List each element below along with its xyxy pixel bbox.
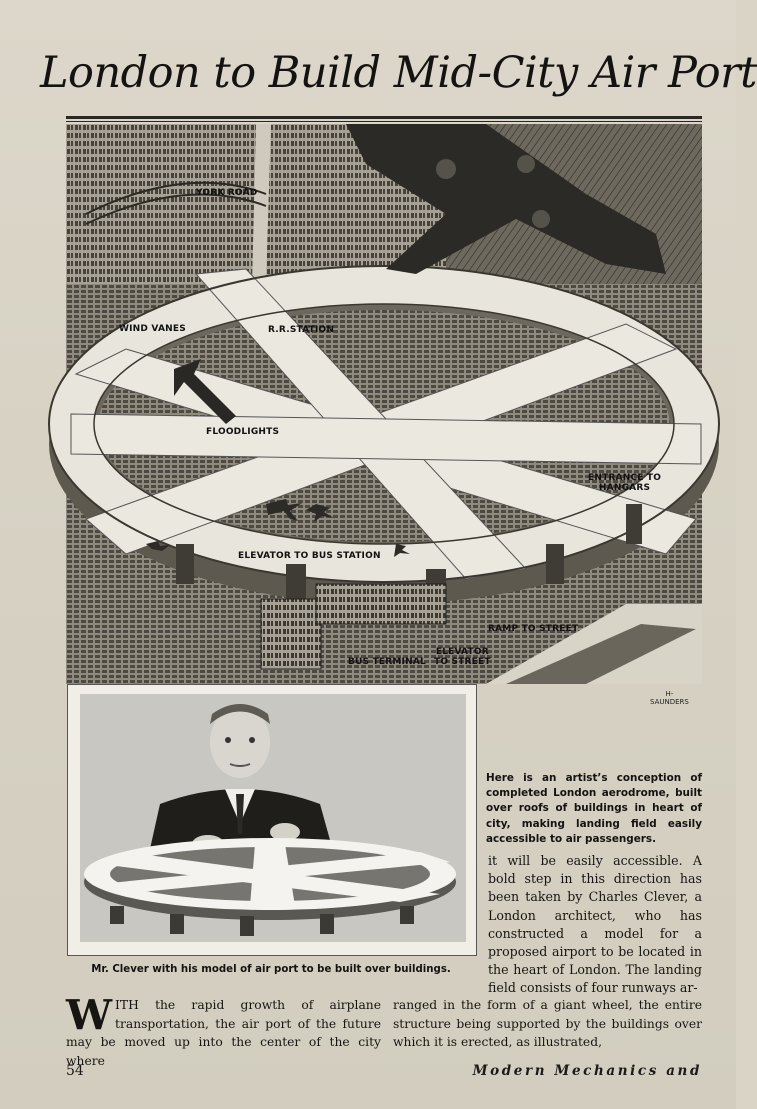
label-york-road: YORK ROAD — [196, 188, 258, 198]
signature-line2: SAUNDERS — [650, 698, 689, 706]
illustrator-signature — [650, 690, 689, 706]
model-photo-drawing — [80, 694, 466, 942]
label-elevator-to-street — [434, 647, 491, 667]
label-entrance-to-hangars — [588, 473, 661, 493]
label-floodlights: FLOODLIGHTS — [206, 427, 280, 437]
label-elevator-line2: TO STREET — [434, 657, 491, 667]
article-left-paragraph — [66, 991, 381, 1070]
model-photo — [80, 694, 466, 942]
label-bus-terminal: BUS TERMINAL — [348, 657, 426, 667]
label-rr-station: R.R.STATION — [268, 325, 335, 335]
running-title: Modern Mechanics and — [472, 1063, 702, 1079]
label-ramp-to-street: RAMP TO STREET — [488, 624, 579, 634]
label-elevator-to-bus-station: ELEVATOR TO BUS STATION — [238, 551, 381, 561]
article-right-paragraph: ranged in the form of a giant wheel, the entire structure being supported by the buildings over which it is erected, as illustrated, — [393, 998, 702, 1050]
article-left-text: ITH the rapid growth of airplane transportation, the air port of the future may be moved up into the center of the city where — [66, 998, 381, 1068]
page-number: 54 — [66, 1063, 84, 1079]
aerodrome-drawing — [66, 124, 702, 684]
signature-line1: H- — [665, 690, 674, 698]
article-right-column: it will be easily accessible. A bold step in this direction has been taken by Charles Clever, a London architect, who has constructed a model for a proposed airport to be located in the heart of London. The landing field consists of four runways ar- — [488, 853, 702, 996]
label-entrance-line1: ENTRANCE TO — [588, 473, 662, 483]
headline-rule-thin — [66, 121, 702, 122]
photo-caption: Mr. Clever with his model of air port to be built over buildings. — [91, 964, 451, 975]
aerodrome-illustration — [66, 124, 702, 706]
label-wind-vanes: WIND VANES — [119, 324, 186, 334]
label-elevator-line1: ELEVATOR — [435, 647, 489, 657]
drop-cap: W — [66, 991, 113, 1039]
label-entrance-line2: HANGARS — [598, 483, 651, 493]
headline-rule — [66, 116, 702, 119]
illustration-caption: Here is an artist’s conception of completed London aerodrome, built over roofs of buildings in heart of city, making landing field easily accessible to air passengers. — [486, 772, 702, 845]
headline: London to Build Mid-City Air Port — [40, 48, 757, 98]
